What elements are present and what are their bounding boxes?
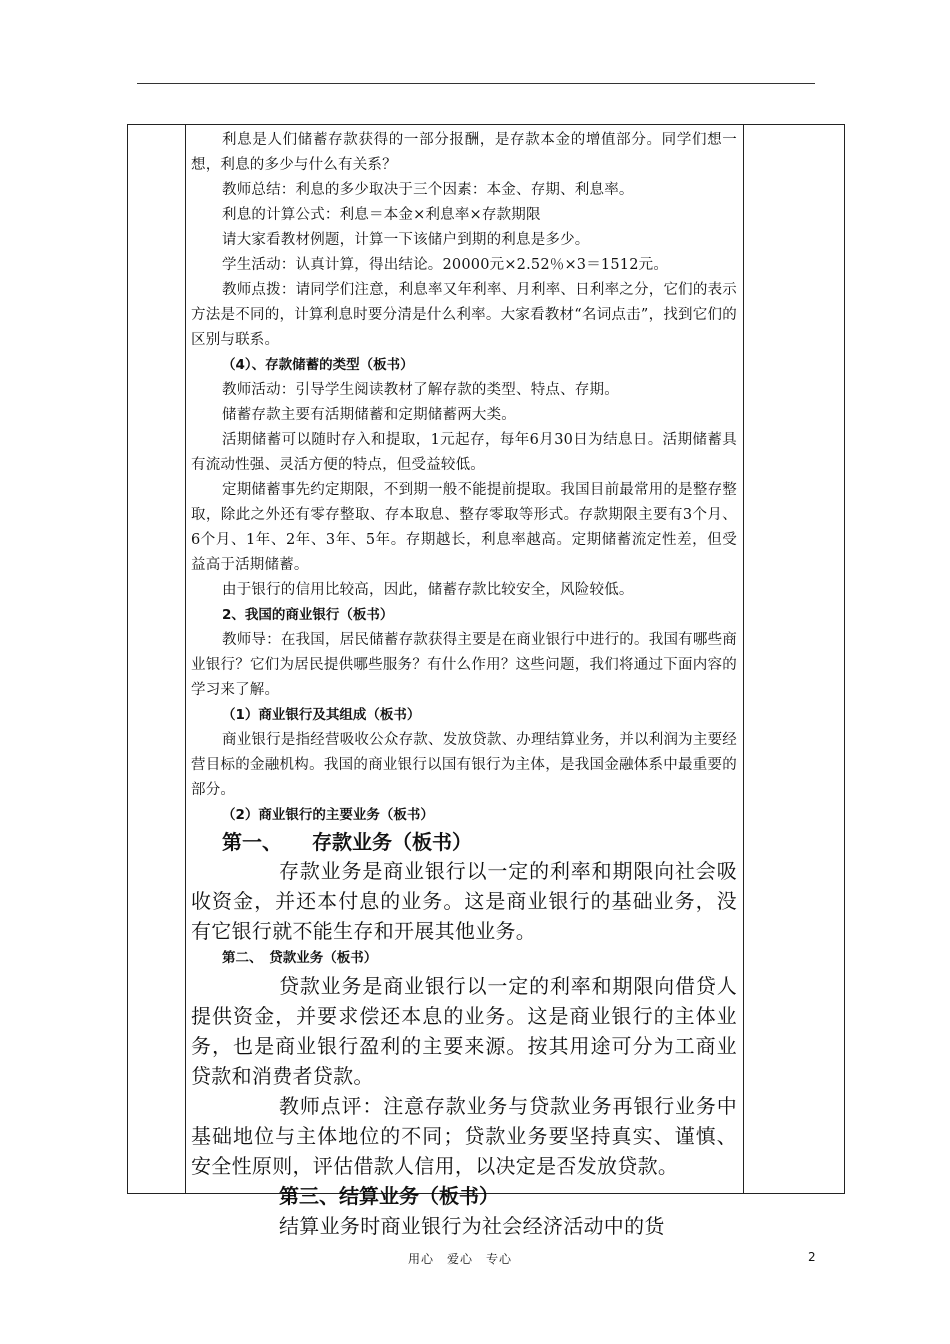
- paragraph: 教师点评：注意存款业务与贷款业务再银行业务中基础地位与主体地位的不同；贷款业务要坚持真实、谨慎、安全性原则，评估借款人信用，以决定是否发放贷款。: [191, 1094, 737, 1178]
- paragraph: 结算业务时商业银行为社会经济活动中的货: [279, 1214, 665, 1238]
- page-number: 2: [808, 1250, 816, 1264]
- lesson-content-cell: [191, 128, 737, 1238]
- paragraph: 存款业务是商业银行以一定的利率和期限向社会吸收资金，并还本付息的业务。这是商业银行的基础业务，没有它银行就不能生存和开展其他业务。: [191, 859, 737, 943]
- paragraph: 学生活动：认真计算，得出结论。20000元×2.52％×3＝1512元。: [222, 257, 669, 273]
- paragraph: 请大家看教材例题，计算一下该储户到期的利息是多少。: [222, 232, 590, 248]
- footer-motto: 用心 爱心 专心: [408, 1252, 513, 1266]
- paragraph: 教师导：在我国，居民储蓄存款获得主要是在商业银行中进行的。我国有哪些商业银行？它们为居民提供哪些服务？有什么作用？这些问题，我们将通过下面内容的学习来了解。: [191, 632, 737, 698]
- paragraph: 商业银行是指经营吸收公众存款、发放贷款、办理结算业务，并以利润为主要经营目标的金融机构。我国的商业银行以国有银行为主体，是我国金融体系中最重要的部分。: [191, 732, 737, 798]
- paragraph: 利息的计算公式：利息＝本金×利息率×存款期限: [222, 207, 541, 223]
- paragraph: 教师活动：引导学生阅读教材了解存款的类型、特点、存期。: [222, 382, 619, 398]
- section-heading: 第一、 存款业务（板书）: [222, 830, 472, 854]
- section-heading: （4）、存款储蓄的类型（板书）: [222, 357, 414, 373]
- paragraph: 活期储蓄可以随时存入和提取，1元起存，每年6月30日为结息日。活期储蓄具有流动性强、灵活方便的特点，但受益较低。: [191, 432, 737, 473]
- paragraph: 定期储蓄事先约定期限，不到期一般不能提前提取。我国目前最常用的是整存整取，除此之外还有零存整取、存本取息、整存零取等形式。存款期限主要有3个月、6个月、1年、2年、3年、5年。存期越长，利息率越高。定期储蓄流定性差，但受益高于活期储蓄。: [191, 482, 737, 573]
- paragraph: 利息是人们储蓄存款获得的一部分报酬，是存款本金的增值部分。同学们想一想，利息的多少与什么有关系？: [191, 132, 737, 173]
- section-heading: （2）商业银行的主要业务（板书）: [222, 807, 434, 823]
- paragraph: 教师总结：利息的多少取决于三个因素：本金、存期、利息率。: [222, 182, 634, 198]
- table-column-divider-right: [743, 125, 744, 1193]
- table-column-divider-left: [185, 125, 186, 1193]
- section-heading: 2、我国的商业银行（板书）: [222, 607, 394, 623]
- paragraph: 由于银行的信用比较高，因此，储蓄存款比较安全，风险较低。: [222, 582, 634, 598]
- lesson-table: [127, 124, 845, 1238]
- paragraph: 储蓄存款主要有活期储蓄和定期储蓄两大类。: [222, 407, 516, 423]
- header-rule: [137, 83, 815, 84]
- section-heading: 第三、结算业务（板书）: [279, 1184, 499, 1208]
- section-heading: （1）商业银行及其组成（板书）: [222, 707, 421, 723]
- paragraph: 教师点拨：请同学们注意，利息率又年利率、月利率、日利率之分，它们的表示方法是不同的，计算利息时要分清是什么利率。大家看教材“名词点击”，找到它们的区别与联系。: [191, 282, 737, 348]
- paragraph: 贷款业务是商业银行以一定的利率和期限向借贷人提供资金，并要求偿还本息的业务。这是商业银行的主体业务，也是商业银行盈利的主要来源。按其用途可分为工商业贷款和消费者贷款。: [191, 974, 737, 1088]
- section-heading: 第二、 贷款业务（板书）: [222, 950, 378, 966]
